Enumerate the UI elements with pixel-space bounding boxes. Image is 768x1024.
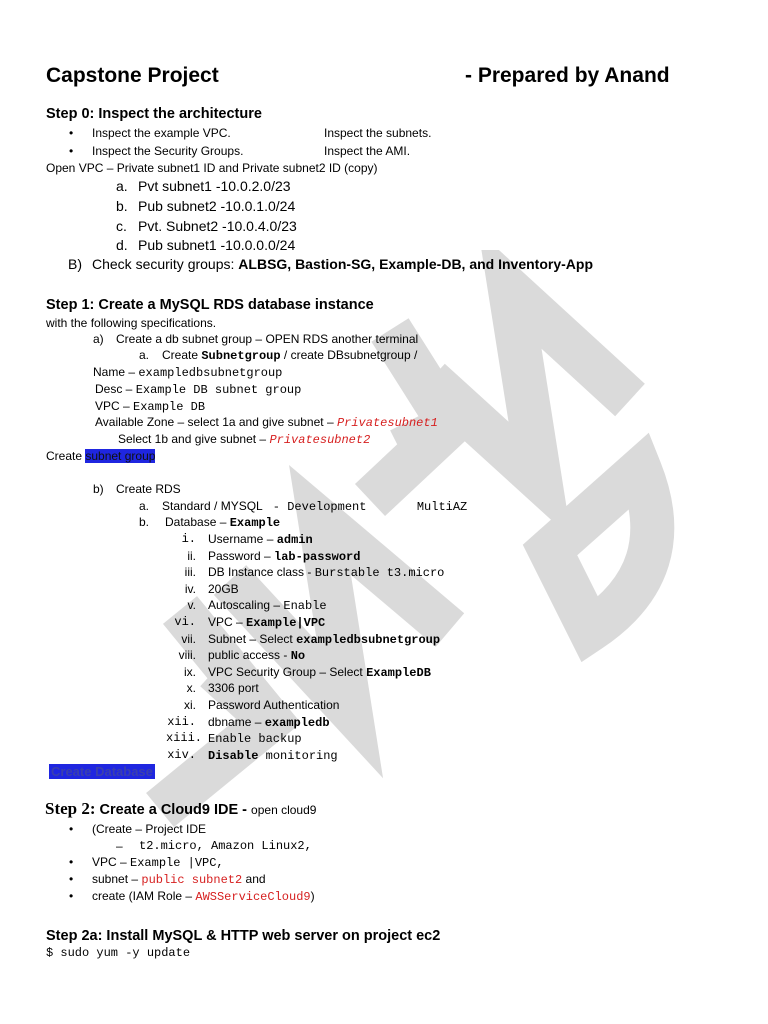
rds-b-num: b. xyxy=(139,515,150,529)
step2-b2 xyxy=(92,855,224,871)
rds-item-num: ii. xyxy=(187,548,196,563)
step2-b1: (Create – Project IDE xyxy=(92,822,207,836)
step1-a-sub-num: a. xyxy=(139,348,150,362)
rds-a-code: - Development MultiAZ xyxy=(265,500,468,514)
rds-item-value: Example|VPC xyxy=(246,616,326,630)
step1-a-text: Create a db subnet group – OPEN RDS another terminal xyxy=(116,332,419,346)
rds-b-line xyxy=(165,515,280,531)
rds-item-text: Password Authentication xyxy=(208,698,340,712)
b4-post: ) xyxy=(310,889,315,903)
create-pre: Create xyxy=(46,449,86,463)
rds-item-value: Disable xyxy=(208,748,259,763)
rds-b-text: Database – xyxy=(165,515,230,529)
vpc-label: VPC – xyxy=(95,399,134,413)
step2-b4 xyxy=(92,889,315,905)
step0-bullet2-b: Inspect the AMI. xyxy=(324,144,411,158)
az2-value: Privatesubnet2 xyxy=(269,433,371,447)
rds-item xyxy=(208,698,339,713)
desc-line xyxy=(95,382,301,398)
rds-item-num: ix. xyxy=(184,664,196,679)
b2-code: Example |VPC, xyxy=(130,856,224,870)
sg-label: B) xyxy=(68,256,82,272)
b3-pre: subnet – xyxy=(92,872,142,886)
rds-item xyxy=(208,748,338,764)
sg-prefix: Check security groups: xyxy=(92,256,239,272)
step2-b1-dash: – xyxy=(116,839,123,853)
step0-heading: Step 0: Inspect the architecture xyxy=(46,106,262,122)
desc-label: Desc – xyxy=(95,382,136,396)
rds-item xyxy=(208,549,360,565)
step2-small: open cloud9 xyxy=(251,803,317,817)
a-sub-code: Subnetgroup xyxy=(201,349,281,363)
step0-bullet1-a: Inspect the example VPC. xyxy=(92,126,231,140)
rds-item xyxy=(208,565,444,581)
rds-item-value: Enable backup xyxy=(208,732,302,747)
vpc-line xyxy=(95,399,205,415)
rds-item-text: dbname – xyxy=(208,714,265,729)
step2a-heading: Step 2a: Install MySQL & HTTP web server on project ec2 xyxy=(46,928,441,944)
rds-item-num: x. xyxy=(186,681,196,696)
rds-item-text: Password – xyxy=(208,548,275,563)
sg-line xyxy=(92,256,593,273)
step2-b3 xyxy=(92,872,266,888)
step1-heading: Step 1: Create a MySQL RDS database instance xyxy=(46,297,374,313)
rds-a-line xyxy=(162,499,467,515)
a-sub-pre: Create xyxy=(162,348,202,362)
rds-item-text: VPC Security Group – Select xyxy=(208,664,367,679)
rds-item-value: lab-password xyxy=(274,549,361,564)
rds-item-num: vi. xyxy=(174,615,196,629)
rds-item-value: exampledb xyxy=(264,715,330,730)
create-subnet-group-line xyxy=(46,449,155,464)
az-value: Privatesubnet1 xyxy=(336,416,438,430)
create-subnet-group-highlight: subnet group xyxy=(85,449,156,463)
rds-item-num: vii. xyxy=(181,631,196,646)
rds-item-text: 20GB xyxy=(208,581,239,596)
rds-item-value: Burstable t3.micro xyxy=(314,566,445,581)
rds-item-num: viii. xyxy=(178,648,196,663)
page-title: Capstone Project xyxy=(46,64,219,87)
rds-item-num: i. xyxy=(181,532,196,546)
rds-item-text: public access - xyxy=(208,648,291,663)
rds-item-num: xii. xyxy=(167,714,196,729)
rds-item-num: iii. xyxy=(184,565,196,580)
step2a-command: $ sudo yum -y update xyxy=(46,946,191,960)
az2-text: Select 1b and give subnet – xyxy=(118,432,270,446)
create-database-label xyxy=(49,763,155,781)
name-line xyxy=(93,365,282,381)
az-line xyxy=(95,415,438,431)
with-specs: with the following specifications. xyxy=(46,316,217,330)
step2-label: Step 2: xyxy=(45,799,96,818)
rds-a-num: a. xyxy=(139,499,150,513)
rds-item-value-extra: monitoring xyxy=(258,748,338,763)
subnet-num: b. xyxy=(116,198,128,214)
step0-bullet2-a: Inspect the Security Groups. xyxy=(92,144,244,158)
rds-item-num: iv. xyxy=(184,581,196,596)
b3-code: public subnet2 xyxy=(141,873,243,887)
b2-pre: VPC – xyxy=(92,855,131,869)
rds-b-code: Example xyxy=(229,516,281,530)
bullet-icon: • xyxy=(69,889,74,903)
name-label: Name – xyxy=(93,365,139,379)
rds-item xyxy=(208,615,325,631)
step1-a-sub xyxy=(162,348,417,364)
rds-item-value: exampledbsubnetgroup xyxy=(296,632,441,647)
step1-a-label: a) xyxy=(93,332,104,346)
subnet-item: Pub subnet1 -10.0.0.0/24 xyxy=(138,237,296,253)
step1-b-label: b) xyxy=(93,482,104,496)
az-text: Available Zone – select 1a and give subnet – xyxy=(95,415,337,429)
rds-item-text: VPC – xyxy=(208,615,247,629)
b4-code: AWSServiceCloud9 xyxy=(195,890,311,904)
b3-post: and xyxy=(242,872,266,886)
rds-item-value: No xyxy=(290,649,306,664)
subnet-item: Pvt subnet1 -10.0.2.0/23 xyxy=(138,178,291,194)
rds-item xyxy=(208,598,327,614)
rds-item-num: xi. xyxy=(184,698,196,712)
rds-item xyxy=(208,648,305,664)
step2-title: Create a Cloud9 IDE - xyxy=(95,802,252,818)
rds-item xyxy=(208,632,440,648)
rds-item-value: admin xyxy=(276,533,313,547)
subnet-num: c. xyxy=(116,218,127,234)
rds-item-text: Autoscaling – xyxy=(208,598,284,613)
rds-item xyxy=(208,532,313,548)
bullet-icon: • xyxy=(69,855,74,869)
step2-b1-sub: t2.micro, Amazon Linux2, xyxy=(139,839,312,853)
bullet-icon: • xyxy=(69,822,74,836)
bullet-icon: • xyxy=(69,872,74,886)
subnet-num: a. xyxy=(116,178,128,194)
step0-bullet1-b: Inspect the subnets. xyxy=(324,126,432,140)
rds-item-text: 3306 port xyxy=(208,681,259,696)
bullet-icon: • xyxy=(69,126,74,140)
rds-item xyxy=(208,731,302,747)
rds-item-value: Enable xyxy=(283,599,327,614)
vpc-value: Example DB xyxy=(133,400,206,414)
step1-b-text: Create RDS xyxy=(116,482,181,496)
rds-item-text: Username – xyxy=(208,532,277,546)
rds-item-num: v. xyxy=(187,598,196,613)
author-byline: - Prepared by Anand xyxy=(465,64,670,87)
b4-pre: create (IAM Role – xyxy=(92,889,196,903)
rds-item-num: xiii. xyxy=(166,731,203,746)
name-value: exampledbsubnetgroup xyxy=(138,366,283,380)
rds-item xyxy=(208,681,259,696)
subnet-num: d. xyxy=(116,237,128,253)
sg-list: ALBSG, Bastion-SG, Example-DB, and Inventory-App xyxy=(238,256,593,272)
rds-item xyxy=(208,582,239,597)
rds-item-text: DB Instance class - xyxy=(208,565,315,580)
subnet-item: Pvt. Subnet2 -10.0.4.0/23 xyxy=(138,218,297,234)
rds-item-text: Subnet – Select xyxy=(208,631,297,646)
rds-item xyxy=(208,665,431,681)
create-database-highlight: Create Database xyxy=(51,764,153,779)
rds-a-text: Standard / MYSQL xyxy=(162,499,266,513)
bullet-icon: • xyxy=(69,144,74,158)
rds-item xyxy=(208,715,330,731)
step2-heading xyxy=(45,799,316,820)
rds-item-num: xiv. xyxy=(167,747,196,762)
desc-value: Example DB subnet group xyxy=(135,383,302,397)
az2-line xyxy=(118,432,370,448)
a-sub-post: / create DBsubnetgroup / xyxy=(280,348,418,362)
open-vpc-line: Open VPC – Private subnet1 ID and Private subnet2 ID (copy) xyxy=(46,161,378,175)
subnet-item: Pub subnet2 -10.0.1.0/24 xyxy=(138,198,296,214)
rds-item-value: ExampleDB xyxy=(366,665,431,680)
